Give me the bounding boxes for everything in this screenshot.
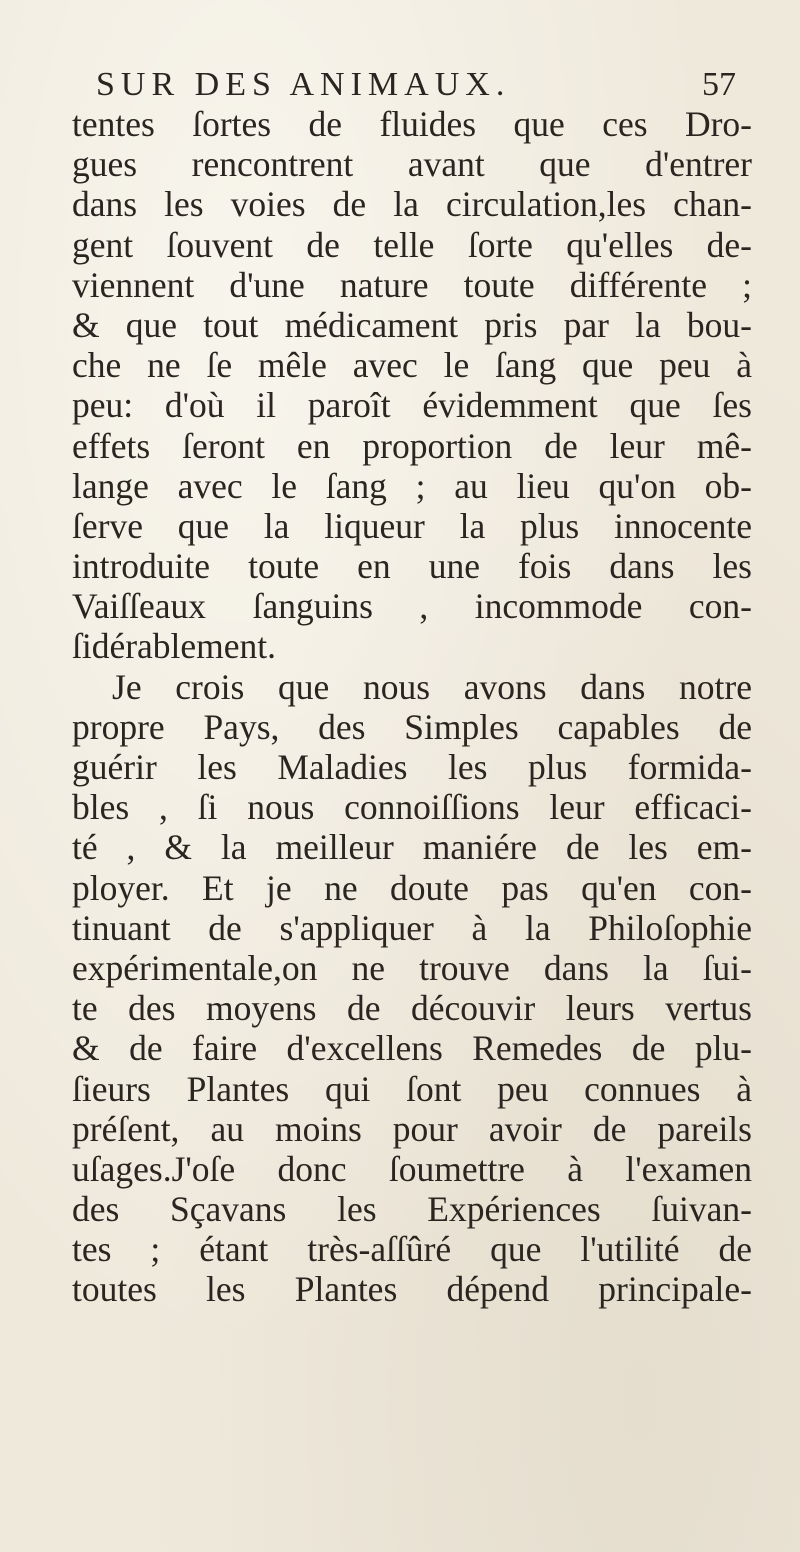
text-line: guérir les Maladies les plus formida-	[72, 747, 752, 787]
text-line: peu: d'où il paroît évidemment que ſes	[72, 385, 752, 426]
text-line: tinuant de s'appliquer à la Philoſophie	[72, 907, 752, 948]
text-line: & de faire d'excellens Remedes de plu-	[72, 1028, 752, 1069]
text-line: introduite toute en une fois dans les	[72, 546, 752, 587]
text-line: té , & la meilleur maniére de les em-	[72, 827, 752, 868]
text-line: ſerve que la liqueur la plus innocente	[72, 505, 752, 546]
text-line: effets ſeront en proportion de leur mê-	[72, 425, 752, 466]
text-line: préſent, au moins pour avoir de pareils	[72, 1108, 752, 1149]
text-line: uſages.J'oſe donc ſoumettre à l'examen	[72, 1148, 752, 1189]
body-text	[72, 104, 752, 1310]
text-line: Vaiſſeaux ſanguins , incommode con-	[72, 586, 752, 627]
text-line: bles , ſi nous connoiſſions leur efficaci-	[72, 787, 752, 828]
text-line: viennent d'une nature toute différente ;	[72, 264, 752, 305]
text-line: propre Pays, des Simples capables de	[72, 706, 752, 747]
text-line: Je crois que nous avons dans notre	[112, 666, 752, 707]
text-line: te des moyens de découvir leurs vertus	[72, 988, 752, 1029]
text-line: des Sçavans les Expériences ſuivan-	[72, 1189, 752, 1230]
text-line: gues rencontrent avant que d'entrer	[72, 144, 752, 185]
text-line: lange avec le ſang ; au lieu qu'on ob-	[72, 465, 752, 506]
page-number: 57	[702, 66, 736, 103]
text-line: dans les voies de la circulation,les chan-	[72, 184, 752, 225]
text-line: ſidérablement.	[72, 626, 277, 667]
text-line: expérimentale,on ne trouve dans la ſui-	[72, 947, 752, 988]
text-line: tentes ſortes de fluides que ces Dro-	[72, 104, 752, 144]
text-line: tes ; étant très-aſſûré que l'utilité de	[72, 1229, 752, 1270]
text-line: che ne ſe mêle avec le ſang que peu à	[72, 345, 752, 386]
text-line: & que tout médicament pris par la bou-	[72, 304, 752, 345]
text-line: ployer. Et je ne doute pas qu'en con-	[72, 867, 752, 908]
text-line: gent ſouvent de telle ſorte qu'elles de-	[72, 224, 752, 265]
text-line: ſieurs Plantes qui ſont peu connues à	[72, 1068, 752, 1109]
text-line: toutes les Plantes dépend principale-	[72, 1269, 752, 1310]
running-head-title: SUR DES ANIMAUX.	[96, 66, 511, 103]
